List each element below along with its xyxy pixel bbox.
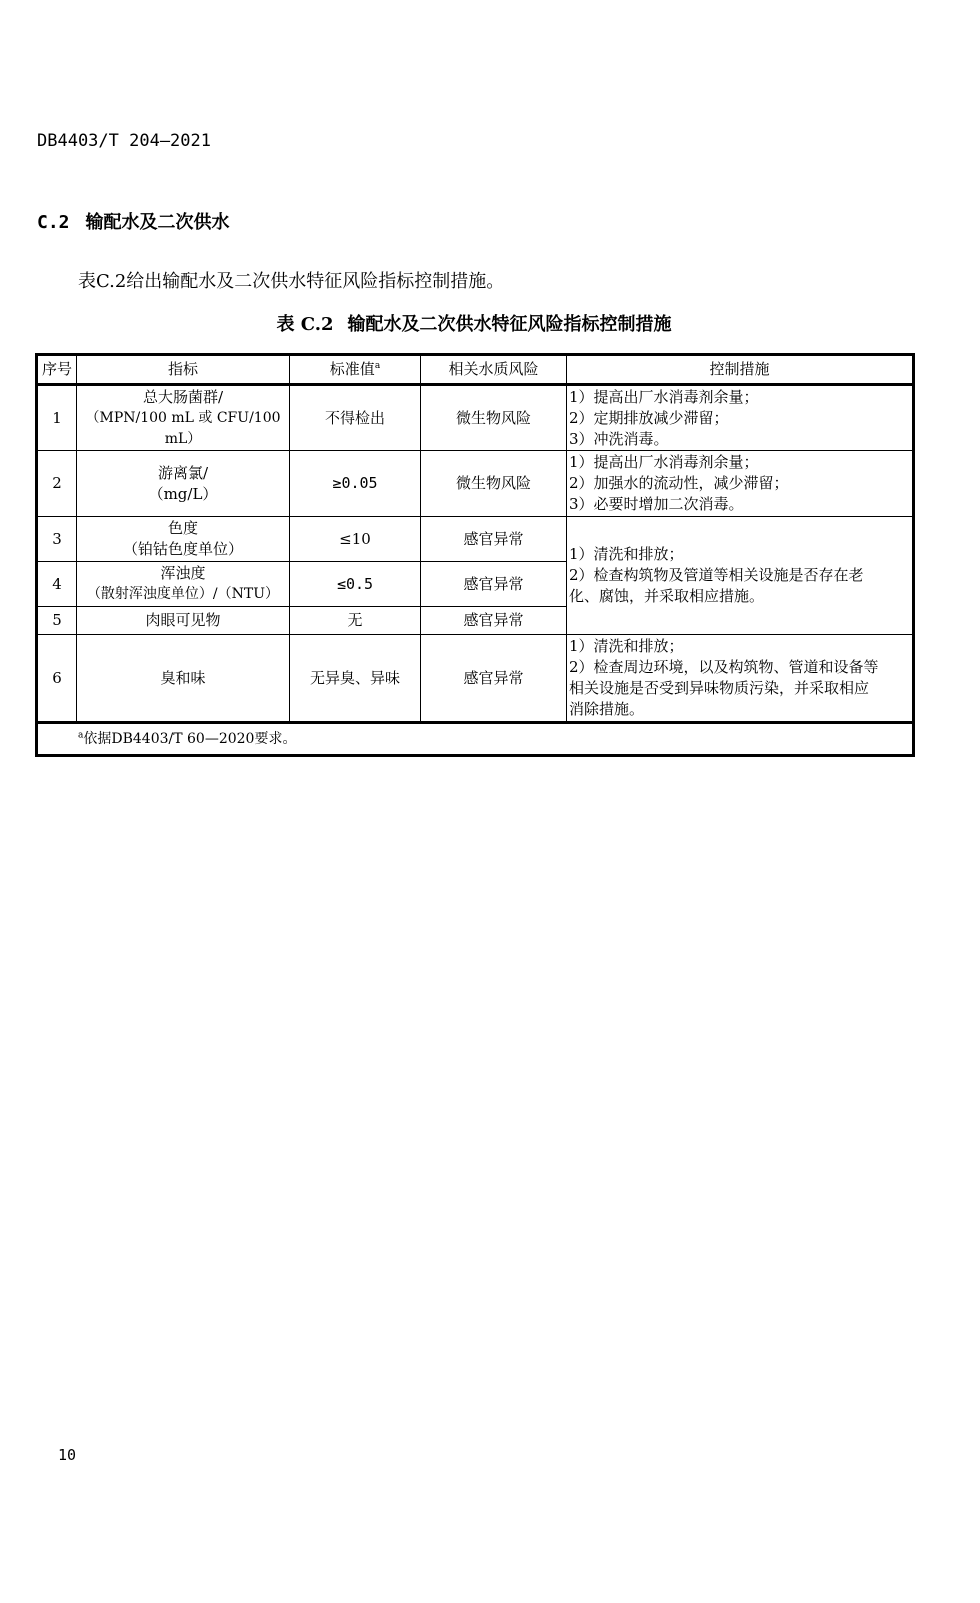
cell-indicator [77, 451, 290, 517]
control-line: 3）必要时增加二次消毒。 [569, 495, 744, 513]
control-line: 1）清洗和排放； [569, 545, 684, 563]
risk-control-table [35, 353, 915, 757]
table-row [37, 451, 914, 517]
table-row [37, 517, 914, 562]
control-line: 2）检查构筑物及管道等相关设施是否存在老 [569, 566, 864, 584]
cell-risk: 感官异常 [421, 562, 567, 607]
section-heading [37, 208, 230, 234]
cell-seq: 6 [37, 635, 77, 723]
control-line: 2）检查周边环境，以及构筑物、管道和设备等 [569, 658, 879, 676]
header-standard-label: 标准值 [329, 360, 375, 378]
cell-standard: ≤10 [290, 517, 421, 562]
header-seq: 序号 [37, 355, 77, 385]
cell-standard: 无异臭、异味 [290, 635, 421, 723]
cell-risk: 微生物风险 [421, 385, 567, 451]
cell-seq: 3 [37, 517, 77, 562]
indicator-line: 肉眼可见物 [145, 611, 221, 629]
control-line: 1）提高出厂水消毒剂余量； [569, 387, 759, 406]
indicator-unit-line: （MPN/100 mL 或 CFU/100 mL） [85, 409, 281, 447]
cell-seq: 1 [37, 385, 77, 451]
table-caption-number: 表 C.2 [276, 314, 334, 335]
cell-control [567, 635, 914, 723]
section-number: C.2 [37, 212, 70, 233]
indicator-line: 色度 [167, 519, 198, 537]
control-line: 相关设施是否受到异味物质污染，并采取相应 [569, 679, 870, 697]
control-line: 2）加强水的流动性，减少滞留； [569, 474, 789, 492]
table-caption [0, 310, 948, 336]
control-line: 1）清洗和排放； [569, 637, 684, 655]
table-caption-title: 输配水及二次供水特征风险指标控制措施 [347, 314, 672, 335]
table-row [37, 385, 914, 451]
cell-indicator [77, 517, 290, 562]
cell-seq: 2 [37, 451, 77, 517]
cell-seq: 5 [37, 607, 77, 635]
section-title: 输配水及二次供水 [85, 212, 230, 233]
header-risk: 相关水质风险 [421, 355, 567, 385]
table-header-row [37, 355, 914, 385]
cell-seq: 4 [37, 562, 77, 607]
indicator-line: 游离氯/ [157, 463, 209, 482]
indicator-unit-line: （散射浑浊度单位）/（NTU） [86, 586, 280, 602]
indicator-line: 浑浊度 [160, 564, 206, 582]
indicator-unit-line: （铂钴色度单位） [122, 540, 243, 558]
control-line: 3）冲洗消毒。 [569, 429, 669, 448]
header-standard [290, 355, 421, 385]
header-control: 控制措施 [567, 355, 914, 385]
control-line: 2）定期排放减少滞留； [569, 408, 729, 427]
footnote-mark: a [78, 729, 84, 740]
cell-risk: 微生物风险 [421, 451, 567, 517]
cell-indicator [77, 635, 290, 723]
header-indicator: 指标 [77, 355, 290, 385]
footnote-text: 依据DB4403/T 60—2020要求。 [83, 730, 297, 747]
page-number: 10 [58, 1446, 77, 1464]
table-row [37, 635, 914, 723]
control-line: 消除措施。 [569, 700, 645, 718]
document-code: DB4403/T 204—2021 [37, 131, 211, 151]
cell-risk: 感官异常 [421, 635, 567, 723]
cell-standard: 无 [290, 607, 421, 635]
indicator-line: 总大肠菌群/ [142, 387, 224, 406]
cell-risk: 感官异常 [421, 607, 567, 635]
cell-indicator [77, 562, 290, 607]
footnote-mark: a [374, 361, 381, 371]
cell-control [567, 385, 914, 451]
indicator-unit-line: （mg/L） [148, 484, 218, 503]
cell-indicator [77, 607, 290, 635]
intro-paragraph: 表C.2给出输配水及二次供水特征风险指标控制措施。 [78, 271, 505, 292]
cell-standard: ≤0.5 [290, 562, 421, 607]
cell-control [567, 451, 914, 517]
table-footnote-row [37, 723, 914, 756]
indicator-line: 臭和味 [160, 668, 206, 687]
cell-standard: ≥0.05 [290, 451, 421, 517]
cell-risk: 感官异常 [421, 517, 567, 562]
control-line: 化、腐蚀，并采取相应措施。 [569, 587, 765, 605]
control-line: 1）提高出厂水消毒剂余量； [569, 453, 759, 471]
cell-indicator [77, 385, 290, 451]
cell-control-merged [567, 517, 914, 635]
cell-standard: 不得检出 [290, 385, 421, 451]
table-footnote [37, 723, 914, 756]
